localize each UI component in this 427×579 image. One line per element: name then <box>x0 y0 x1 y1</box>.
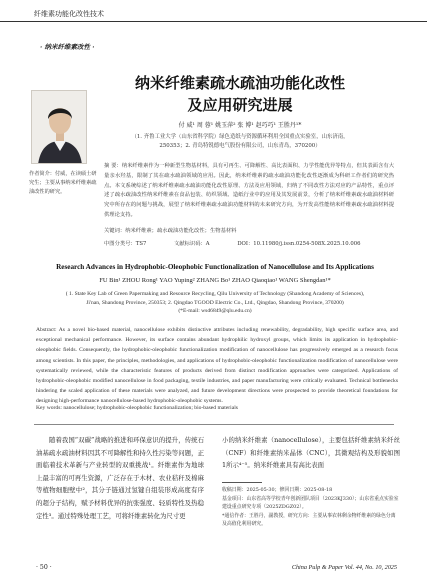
clc-number: 中图分类号：TS7 <box>104 241 147 247</box>
authors-zh: 付 威¹ 周 蓉¹ 姚玉萍² 张 博¹ 赵巧巧¹ 王胜丹¹* <box>178 122 302 129</box>
author-bio: 作者简介：付威，在读硕士研究生；主要从事纳米纤维素疏油改性的研究。 <box>29 171 97 195</box>
keywords-zh: 关键词：纳米纤维素；疏水疏油功能化改性；生物基材料 <box>104 228 237 234</box>
author-photo <box>31 90 87 164</box>
article-title-en: Research Advances in Hydrophobic-Oleophobic Functionalization of Nanocellulose and Its Applications <box>56 263 374 271</box>
abstract-en: Abstract: As a novel bio-based material, nanocellulose exhibits distinctive attributes including renewability, degradability, high specific surface area, and exceptional mechanical performance. However, its surface contains abundant hydrophilic hydroxyl groups, which limits its application in hydrophobic-oleophobic fields. Consequently, the hydrophobic-oleophobic functionalization modification of nanocellulose has progressively emerged as a research focus among scientists. In this paper, the principles, methodologies, and applications of hydrophobic-oleophobic functionalization modification of nanocellulose were systematically reviewed, while the characteristic features of products derived from distinct modification approaches were categorized. Applications of hydrophobic-oleophobic modified nanocellulose in food packaging, textile industries, and paper manufacturing were critically evaluated. Technical bottlenecks hindering the scaled application of these materials were analyzed, and future development directions were prospected to provide theoretical foundations for designing high-performance nanocellulose-based hydrophobic-oleophobic systems. <box>36 327 398 405</box>
authors-en: FU Bin¹ ZHOU Rong¹ YAO Yuping² ZHANG Bo¹ ZHAO Qiaoqiao¹ WANG Shengdan¹* <box>99 277 331 284</box>
body-text-left-column: 随着我国“双碳”战略的推进和环保意识的提升，传统石油基疏水疏油材料因其不可降解性和持久性污染等问题，正面临着技术革新与产业转型的双重挑战¹。纤维素作为地球上最丰富的可再生资源，广泛存在于木材、农业秸秆及棉麻等植物细胞壁中²，其分子链通过氢键自组装形成高度有序的超分子结构，赋予材料优异的抗张强度、轻质特性及热稳定性³。通过特殊处理工艺，可将纤维素转化为尺寸更 <box>36 436 204 520</box>
affiliation-en-line-1: ( 1. State Key Lab of Green Papermaking and Resource Recycling, Qilu University of Technology (Shandong Academy of Sciences), <box>65 291 365 297</box>
page-number: · 50 · <box>36 564 52 571</box>
affiliation-line-1: （1. 齐鲁工业大学（山东省科学院）绿色造纸与资源循环利用全国重点实验室，山东济南， <box>131 134 349 140</box>
doi: DOI：10.11980/j.issn.0254-508X.2025.10.006 <box>237 241 361 247</box>
corresponding-email: (*E-mail: wsd6849@qlu.edu.cn) <box>178 308 252 315</box>
body-text-right-column: 小的纳米纤维素（nanocellulose），主要包括纤维素纳米纤丝（CNF）和纤维素纳米晶体（CNC），其微观结构及形貌如图1所示⁴⁻⁵。纳米纤维素具有高比表面 <box>222 436 400 470</box>
affiliations-zh <box>110 133 370 151</box>
affiliation-line-2: 250353；2. 青岛特锐德电气股份有限公司，山东青岛，370200） <box>159 143 321 149</box>
footnote: 收稿日期：2025-05-30；修回日期：2025-08-18 基金项目：山东省高等学校青年创新团队项目（2023KJ330）；山东省重点实验室建设重点研究专项（2025ZDGZ02）。 *通信作者：王胜丹，副教授，研究方向：主要从事农林剩余物纤维素的绿色分离及高值化利用研究。 <box>222 487 399 527</box>
affiliation-en-line-2: Ji'nan, Shandong Province, 250353; 2. Qingdao TGOOD Electric Co., Ltd., Qingdao, Shandong Province, 370200) <box>86 299 344 306</box>
footnote-rule <box>222 482 262 483</box>
title-line-2: 及应用研究进展 <box>187 96 293 114</box>
affiliations-en <box>20 290 410 316</box>
article-title-zh <box>110 72 370 116</box>
article-metadata-zh <box>104 239 394 247</box>
section-divider <box>34 424 394 425</box>
column-label: · 纳米纤维素改性 · <box>40 43 95 51</box>
document-code: 文献标识码：A <box>174 241 210 247</box>
abstract-zh: 摘 要：纳米纤维素作为一种新型生物基材料，具有可再生、可降解性、高比表面积、力学性能优异等特点，但其表面含有大量亲水羟基，限制了其在疏水疏油领域的应用。因此，纳米纤维素的疏水疏油功能化改性逐渐成为科研工作者们的研究热点。本文系统综述了纳米纤维素疏水疏油功能化改性原理、方法及应用领域，归纳了不同改性方法对应的产品特性，重点评述了疏水疏油改性纳米纤维素在食品包装、纺织领域、造纸行业中的应用及其发展前景，分析了纳米纤维素疏水疏油材料研究中所存在的问题与挑战，展望了纳米纤维素疏水疏油功能材料的未来研究方向，为开发高性能纳米纤维素疏水疏油材料提供理论支持。 <box>104 163 394 218</box>
running-header: 纤维素功能化改性技术 <box>34 10 104 18</box>
title-line-1: 纳米纤维素疏水疏油功能化改性 <box>134 74 345 92</box>
journal-citation: China Pulp & Paper Vol. 44, No. 10, 2025 <box>291 564 397 571</box>
keywords-en: Key words: nanocellulose; hydrophobic-oleophobic functionalization; bio-based materials <box>36 405 238 411</box>
